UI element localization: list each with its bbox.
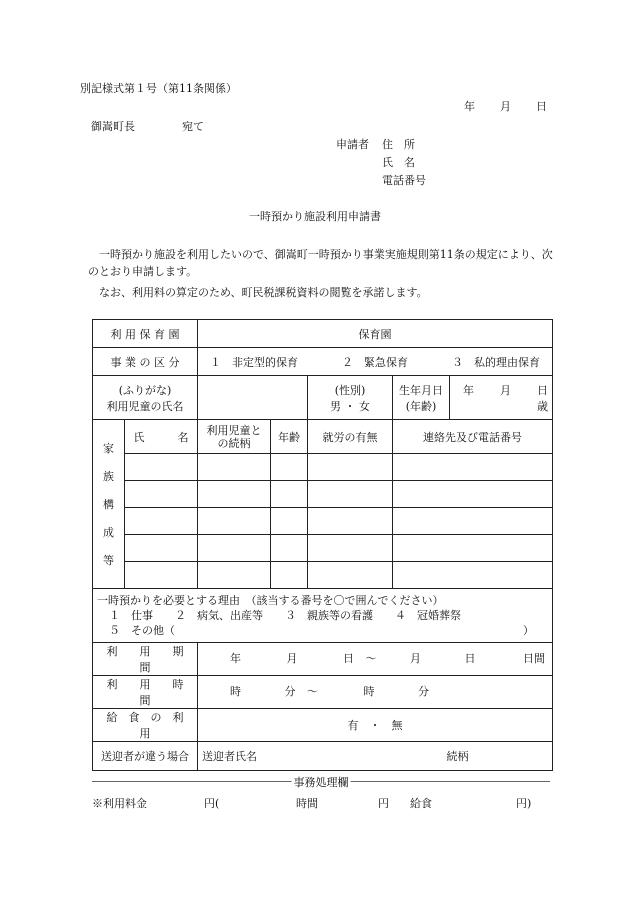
child-name-label: 利用児童の氏名 (106, 399, 184, 413)
time-hour-2: 時 (363, 685, 375, 699)
family-contact-field[interactable] (393, 508, 553, 535)
family-work-field[interactable] (308, 508, 393, 535)
office-title: 事務処理欄 (293, 776, 349, 789)
birth-year: 年 (463, 383, 475, 397)
family-work-field[interactable] (308, 535, 393, 562)
body-paragraph-2: なお、利用料の算定のため、町民税課税資料の閲覧を承諾します。 (88, 286, 428, 299)
applicant-phone-label: 電話番号 (382, 174, 426, 187)
facility-field[interactable] (198, 320, 553, 348)
category-option-1[interactable]: １ 非定型的保育 (210, 355, 298, 369)
sex-label: (性別) (334, 383, 366, 397)
applicant-name-label: 氏 名 (382, 156, 415, 169)
family-relation-field[interactable] (198, 535, 271, 562)
reason-options-line-1: １ 仕事 ２ 病気、出産等 ３ 親族等の看護 ４ 冠婚葬祭 (109, 609, 461, 622)
family-name-field[interactable] (125, 535, 198, 562)
fee-yen-open: 円( (204, 797, 220, 810)
pickup-relation-label: 続柄 (446, 750, 469, 763)
family-relation-field[interactable] (198, 454, 271, 481)
birth-month: 月 (500, 383, 512, 397)
period-month: 月 (286, 652, 298, 666)
sex-options[interactable]: 男 ・ 女 (330, 399, 370, 413)
category-row (93, 348, 553, 376)
family-age-field[interactable] (271, 454, 308, 481)
application-table (92, 319, 553, 771)
family-contact-field[interactable] (393, 481, 553, 508)
category-options (198, 348, 553, 376)
form-number: 別記様式第１号（第11条関係） (80, 82, 237, 95)
reason-options-line-2 (97, 623, 548, 638)
family-side-char-3: 構 (103, 498, 114, 511)
family-header-age: 年齢 (271, 420, 308, 454)
fee-label: ※利用料金 (92, 797, 147, 810)
sex-cell (308, 376, 393, 420)
time-tilde: 〜 (307, 685, 318, 699)
family-work-field[interactable] (308, 454, 393, 481)
family-relation-field[interactable] (198, 508, 271, 535)
family-name-field[interactable] (125, 481, 198, 508)
family-side-char-1: 家 (103, 442, 114, 455)
birth-age: 歳 (537, 399, 549, 413)
pickup-field[interactable] (198, 742, 553, 771)
facility-row (93, 320, 553, 348)
period-label: 利 用 期 間 (93, 643, 198, 676)
applicant-label: 申請者 (336, 138, 369, 151)
family-row (93, 508, 553, 535)
family-side-label (93, 420, 125, 589)
family-header-contact: 連絡先及び電話番号 (393, 420, 553, 454)
reason-heading: 一時預かりを必要とする理由 （該当する番号を〇で囲んでください） (97, 594, 444, 607)
birth-label-cell (393, 376, 450, 420)
child-name-label-cell (93, 376, 198, 420)
family-row (93, 562, 553, 589)
meal-label: 給 食 の 利 用 (93, 709, 198, 742)
family-name-field[interactable] (125, 562, 198, 589)
reason-other-suffix: ） (523, 624, 535, 637)
family-age-field[interactable] (271, 562, 308, 589)
family-header-work: 就労の有無 (308, 420, 393, 454)
fee-yen-2: 円 (378, 797, 389, 810)
category-label: 事 業 の 区 分 (93, 348, 198, 376)
child-name-field[interactable] (198, 376, 308, 420)
family-age-field[interactable] (271, 508, 308, 535)
date-month-label: 月 (500, 100, 511, 113)
time-label: 利 用 時 間 (93, 676, 198, 709)
document-title: 一時預かり施設利用申請書 (249, 210, 381, 223)
facility-value: 保育園 (358, 327, 392, 341)
family-header-name: 氏 名 (125, 420, 198, 454)
meal-options[interactable]: 有 ・ 無 (198, 709, 553, 742)
family-contact-field[interactable] (393, 535, 553, 562)
body-paragraph-1: 一時預かり施設を利用したいので、御嵩町一時預かり事業実施規則第11条の規定により、次のとおり申請します。 (88, 248, 553, 278)
family-header-row (93, 420, 553, 454)
period-day: 日 (343, 652, 354, 666)
addressee-suffix: 宛て (182, 120, 204, 133)
fee-yen-close: 円) (516, 797, 532, 810)
reason-other-prefix: ５ その他（ (109, 624, 175, 637)
office-divider (92, 774, 550, 788)
period-days: 日間 (523, 652, 545, 666)
period-year: 年 (230, 652, 241, 666)
family-row (93, 535, 553, 562)
period-day-2: 日 (464, 652, 476, 666)
pickup-row (93, 742, 553, 771)
family-row (93, 454, 553, 481)
time-hour: 時 (230, 685, 241, 699)
category-option-3[interactable]: ３ 私的理由保育 (452, 355, 541, 369)
family-age-field[interactable] (271, 481, 308, 508)
family-name-field[interactable] (125, 508, 198, 535)
period-month-2: 月 (410, 652, 421, 666)
period-row (93, 643, 553, 676)
family-contact-field[interactable] (393, 454, 553, 481)
family-work-field[interactable] (308, 481, 393, 508)
date-day-label: 日 (536, 100, 547, 113)
family-work-field[interactable] (308, 562, 393, 589)
family-side-char-5: 等 (103, 554, 114, 567)
child-row (93, 376, 553, 420)
furigana-label: (ふりがな) (118, 383, 172, 397)
time-field[interactable] (198, 676, 553, 709)
family-side-char-4: 成 (103, 526, 114, 539)
family-side-char-2: 族 (103, 470, 114, 483)
birth-field[interactable] (450, 376, 553, 420)
fee-time-label: 時間 (296, 797, 318, 810)
family-contact-field[interactable] (393, 562, 553, 589)
family-age-field[interactable] (271, 535, 308, 562)
date-year-label: 年 (464, 100, 475, 113)
time-row (93, 676, 553, 709)
period-field[interactable] (198, 643, 553, 676)
family-relation-field[interactable] (198, 481, 271, 508)
pickup-label: 送迎者が違う場合 (93, 742, 198, 771)
family-header-relation: 利用児童との続柄 (198, 420, 271, 454)
period-tilde: 〜 (365, 652, 377, 666)
age-label: (年齢) (405, 399, 437, 413)
addressee-name: 御嵩町長 (91, 120, 135, 133)
applicant-address-label: 住 所 (382, 138, 415, 151)
meal-row (93, 709, 553, 742)
facility-label: 利 用 保 育 園 (93, 320, 198, 348)
birth-day: 日 (537, 383, 549, 397)
family-relation-field[interactable] (198, 562, 271, 589)
reason-cell[interactable] (93, 589, 553, 643)
family-row (93, 481, 553, 508)
birth-label: 生年月日 (399, 383, 443, 397)
fee-meal-label: 給食 (410, 797, 432, 810)
reason-row (93, 589, 553, 643)
time-minute: 分 (284, 685, 296, 699)
category-option-2[interactable]: ２ 緊急保育 (342, 355, 409, 369)
time-minute-2: 分 (418, 685, 429, 699)
family-name-field[interactable] (125, 454, 198, 481)
pickup-name-label: 送迎者氏名 (202, 750, 257, 763)
